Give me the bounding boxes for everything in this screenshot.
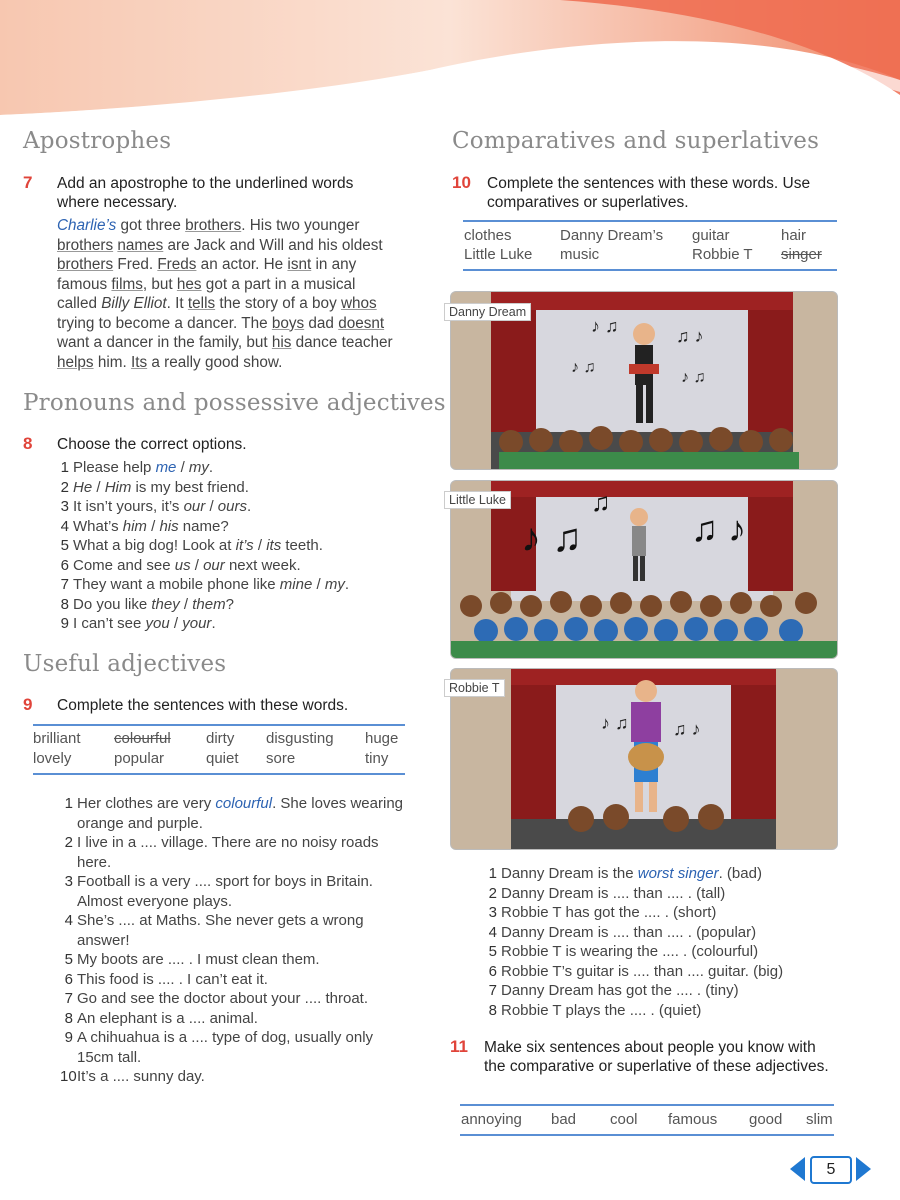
text-run: What’s [73, 517, 123, 535]
exercise-instruction: Make six sentences about people you know with the comparative or superlative of these adjectives. [484, 1039, 829, 1075]
exercise-number: 7 [23, 173, 33, 192]
list-item [484, 903, 834, 923]
list-item [60, 833, 405, 872]
text-run: . [208, 459, 214, 476]
list-item [56, 595, 416, 615]
section-title-comparatives: Comparatives and superlatives [452, 128, 820, 154]
text-run: got a part in a musical [201, 275, 356, 293]
list-item [56, 458, 416, 478]
text-run: / [146, 517, 160, 535]
list-item [484, 884, 834, 904]
option-word: they [151, 595, 180, 613]
word-box-word: Little Luke [464, 246, 533, 263]
word-box-word: hair [781, 227, 807, 244]
paragraph-line [57, 275, 417, 295]
next-page-button[interactable] [856, 1155, 871, 1183]
text-run: Robbie T is wearing the .... . (colourful) [501, 943, 759, 960]
header-banner [0, 0, 900, 130]
text-run: . [211, 615, 216, 632]
underlined-word: whos [340, 295, 377, 312]
list-item [484, 942, 834, 962]
word-box [33, 724, 405, 775]
word-box-word: cool [610, 1111, 638, 1128]
text-run: dance teacher [291, 334, 393, 351]
section-title-pronouns: Pronouns and possessive adjectives [23, 390, 446, 416]
svg-text:♪ ♫: ♪ ♫ [591, 316, 619, 336]
word-box-word: annoying [461, 1111, 522, 1128]
exercise-number: 10 [452, 173, 471, 192]
paragraph-line [57, 255, 417, 275]
page-navigation [788, 1155, 873, 1183]
panel-label: Danny Dream [444, 303, 531, 321]
text-run: a really good show. [147, 353, 283, 371]
svg-text:♪ ♫: ♪ ♫ [571, 359, 596, 376]
text-run: / [205, 498, 218, 515]
text-run: next week. [224, 556, 301, 574]
item-number: 3 [64, 873, 73, 890]
svg-text:♫ ♪: ♫ ♪ [676, 326, 704, 346]
list-item [484, 981, 834, 1001]
list-item [56, 575, 416, 595]
word-box-word: sore [266, 750, 296, 767]
underlined-word: tells [187, 295, 216, 312]
word-box-word: huge [365, 730, 399, 747]
item-number: 1 [488, 865, 497, 882]
word-box-word: singer [781, 246, 822, 263]
text-run: They want a mobile phone like [73, 576, 280, 593]
word-box-word: music [560, 246, 600, 263]
underlined-word: hes [176, 275, 202, 293]
word-box-word: Danny Dream’s [560, 227, 664, 244]
exercise-instruction: Add an apostrophe to the underlined words where necessary. [57, 175, 354, 211]
text-run: him. [93, 353, 131, 371]
text-run: famous [57, 275, 112, 293]
word-box [460, 1104, 834, 1136]
exercise-number: 11 [450, 1037, 468, 1056]
text-run: Please help [73, 459, 156, 476]
item-number: 8 [488, 1001, 497, 1019]
exercise-9-list [60, 794, 405, 1087]
item-number: 2 [60, 478, 69, 496]
svg-text:♪ ♫: ♪ ♫ [521, 516, 583, 560]
option-word: our [183, 498, 206, 515]
item-number: 1 [64, 795, 73, 812]
word-box-word: slim [806, 1111, 833, 1128]
svg-text:♫ ♪: ♫ ♪ [691, 508, 747, 549]
word-box-word: disgusting [266, 730, 334, 747]
item-number: 7 [60, 576, 69, 593]
text-run: . [344, 576, 349, 593]
item-number: 1 [60, 459, 69, 476]
list-item [60, 872, 405, 911]
text-run: Come and see [73, 556, 175, 574]
list-item [60, 1028, 405, 1067]
list-item [60, 989, 405, 1009]
text-run: / [92, 478, 105, 496]
text-run: It’s a .... sunny day. [77, 1068, 205, 1085]
text-run: ? [225, 595, 234, 613]
word-box-word: tiny [365, 750, 389, 767]
item-number: 3 [60, 498, 69, 515]
word-box-word: brilliant [33, 730, 81, 747]
text-run: / [179, 595, 193, 613]
text-run: want a dancer in the family, but [57, 334, 272, 351]
stage-illustration-robbie-t [450, 668, 838, 850]
list-item [60, 1067, 405, 1087]
text-run: Danny Dream is .... than .... . (tall) [501, 884, 726, 902]
item-number: 5 [488, 943, 497, 960]
list-item [56, 517, 416, 537]
paragraph-line [57, 314, 417, 334]
option-word: Billy Elliot [101, 295, 167, 312]
previous-page-button[interactable] [790, 1155, 805, 1183]
word-box-word: clothes [464, 227, 512, 244]
option-word: its [266, 537, 282, 554]
item-number: 10 [60, 1068, 77, 1085]
item-number: 5 [64, 951, 73, 968]
word-box-word: bad [551, 1111, 577, 1128]
item-number: 8 [60, 595, 69, 613]
text-run: Robbie T plays the .... . (quiet) [501, 1001, 702, 1019]
item-number: 8 [64, 1009, 73, 1027]
panel-label: Robbie T [444, 679, 505, 697]
text-run: in any [311, 256, 357, 273]
answer-example: Charlie’s [57, 217, 117, 234]
option-word: Him [104, 478, 132, 496]
svg-text:♪ ♫: ♪ ♫ [681, 369, 706, 386]
text-run: A chihuahua is a .... type of dog, usually only 15cm tall. [77, 1029, 374, 1066]
paragraph-line [57, 353, 417, 373]
item-number: 6 [488, 962, 497, 980]
word-box-word: colourful [114, 730, 171, 747]
underlined-word: isnt [287, 256, 312, 273]
option-word: mine [279, 576, 313, 593]
item-number: 6 [64, 970, 73, 988]
paragraph-line [57, 236, 417, 256]
text-run: An elephant is a .... animal. [77, 1009, 258, 1027]
text-run: is my best friend. [131, 478, 249, 496]
item-number: 7 [488, 982, 497, 999]
text-run: Football is a very .... sport for boys in Britain. Almost everyone plays. [77, 873, 373, 910]
word-box-word: good [749, 1111, 783, 1128]
text-run: . His two younger [241, 217, 360, 234]
list-item [60, 970, 405, 990]
answer-example: colourful [215, 795, 273, 812]
text-run: / [312, 576, 325, 593]
paragraph-line [57, 294, 417, 314]
text-run: the story of a boy [215, 295, 341, 312]
exercise-8-list [56, 458, 416, 634]
text-run: name? [178, 517, 229, 535]
option-word: us [174, 556, 191, 574]
text-run: / [190, 556, 204, 574]
list-item [56, 497, 416, 517]
item-number: 3 [488, 904, 497, 921]
option-word: our [203, 556, 225, 574]
word-box-word: Robbie T [692, 246, 753, 263]
list-item [60, 794, 405, 833]
answer-example: worst singer [637, 865, 719, 882]
svg-text:♪ ♫: ♪ ♫ [601, 713, 629, 733]
item-number: 2 [488, 884, 497, 902]
word-box-word: famous [668, 1111, 718, 1128]
text-run: Danny Dream is .... than .... . (popular) [501, 923, 757, 941]
underlined-word: his [271, 334, 292, 351]
word-box-word: popular [114, 750, 165, 767]
text-run: This food is .... . I can’t eat it. [77, 970, 268, 988]
list-item [484, 923, 834, 943]
word-box-word: lovely [33, 750, 72, 767]
underlined-word: helps [57, 353, 94, 371]
option-word: him [122, 517, 147, 535]
text-run: . It [166, 295, 188, 312]
text-run: Go and see the doctor about your .... throat. [77, 990, 369, 1007]
text-run: an actor. He [196, 256, 288, 273]
underlined-word: Its [130, 353, 148, 371]
underlined-word: films [111, 275, 143, 293]
exercise-10-list [484, 864, 834, 1020]
list-item [56, 614, 416, 634]
svg-text:♫ ♪: ♫ ♪ [673, 719, 701, 739]
exercise-number: 9 [23, 695, 33, 714]
option-word: you [145, 615, 170, 632]
panel-label: Little Luke [444, 491, 511, 509]
list-item [60, 911, 405, 950]
underlined-word: brothers [57, 236, 114, 254]
list-item [484, 864, 834, 884]
text-run: / [253, 537, 267, 554]
list-item [56, 478, 416, 498]
text-run: Fred. [113, 256, 158, 273]
underlined-word: boys [271, 314, 305, 332]
list-item [56, 556, 416, 576]
text-run: I can’t see [73, 615, 146, 632]
item-number: 9 [60, 615, 69, 632]
item-number: 4 [60, 517, 69, 535]
item-number: 4 [488, 923, 497, 941]
section-title-apostrophes: Apostrophes [23, 128, 172, 154]
list-item [60, 1009, 405, 1029]
option-word: his [159, 517, 179, 535]
text-run: I live in a .... village. There are no noisy roads here. [77, 834, 379, 871]
word-box-word: guitar [692, 227, 730, 244]
svg-text:♫: ♫ [591, 487, 611, 517]
underlined-word: doesnt [338, 314, 385, 332]
text-run: called [57, 295, 102, 312]
list-item [484, 1001, 834, 1021]
text-run: . (bad) [718, 865, 762, 882]
text-run: Danny Dream is the [501, 865, 638, 882]
underlined-word: brothers [57, 256, 114, 273]
text-run: It isn’t yours, it’s [73, 498, 184, 515]
text-run: Robbie T has got the .... . (short) [501, 904, 717, 921]
word-box-word: quiet [206, 750, 239, 767]
text-run: Her clothes are very [77, 795, 216, 812]
text-run: teeth. [281, 537, 323, 554]
paragraph-line [57, 216, 417, 236]
text-run: / [176, 459, 189, 476]
text-run: dad [304, 314, 339, 332]
page-number: 5 [810, 1156, 852, 1184]
exercise-instruction: Complete the sentences with these words. Use comparatives or superlatives. [487, 175, 811, 211]
text-run: Danny Dream has got the .... . (tiny) [501, 982, 739, 999]
text-run: . She loves wearing orange and purple. [77, 795, 403, 832]
item-number: 7 [64, 990, 73, 1007]
text-run: She’s .... at Maths. She never gets a wrong answer! [77, 912, 364, 949]
text-run: , but [142, 275, 177, 293]
text-run: are Jack and Will and his oldest [163, 236, 383, 254]
option-word: my [324, 576, 345, 593]
item-number: 5 [60, 537, 69, 554]
option-word: ours [217, 498, 247, 515]
item-number: 4 [64, 912, 73, 929]
word-box-word: dirty [206, 730, 235, 747]
text-run: . [246, 498, 252, 515]
text-run: What a big dog! Look at [73, 537, 236, 554]
text-run: My boots are .... . I must clean them. [77, 951, 320, 968]
item-number: 9 [64, 1029, 73, 1046]
underlined-word: Freds [157, 256, 197, 273]
item-number: 2 [64, 834, 73, 851]
option-word: them [192, 595, 226, 613]
option-word: my [188, 459, 209, 476]
exercise-number: 8 [23, 434, 33, 453]
exercise-instruction: Complete the sentences with these words. [57, 697, 349, 714]
option-word: He [73, 478, 93, 496]
list-item [60, 950, 405, 970]
item-number: 6 [60, 556, 69, 574]
list-item [56, 536, 416, 556]
list-item [484, 962, 834, 982]
paragraph-line [57, 333, 417, 353]
text-run: Do you like [73, 595, 152, 613]
section-title-useful-adjectives: Useful adjectives [23, 651, 227, 677]
exercise-instruction: Choose the correct options. [57, 436, 247, 453]
underlined-word: brothers [185, 217, 242, 234]
text-run: / [169, 615, 183, 632]
word-box [463, 220, 837, 271]
answer-example: me [155, 459, 177, 476]
underlined-word: names [117, 236, 164, 254]
option-word: it’s [235, 537, 254, 554]
text-run: got three [116, 217, 186, 234]
option-word: your [182, 615, 212, 632]
exercise-7-paragraph [57, 216, 417, 372]
text-run: trying to become a dancer. The [57, 314, 272, 332]
text-run: Robbie T’s guitar is .... than .... guitar. (big) [501, 962, 784, 980]
